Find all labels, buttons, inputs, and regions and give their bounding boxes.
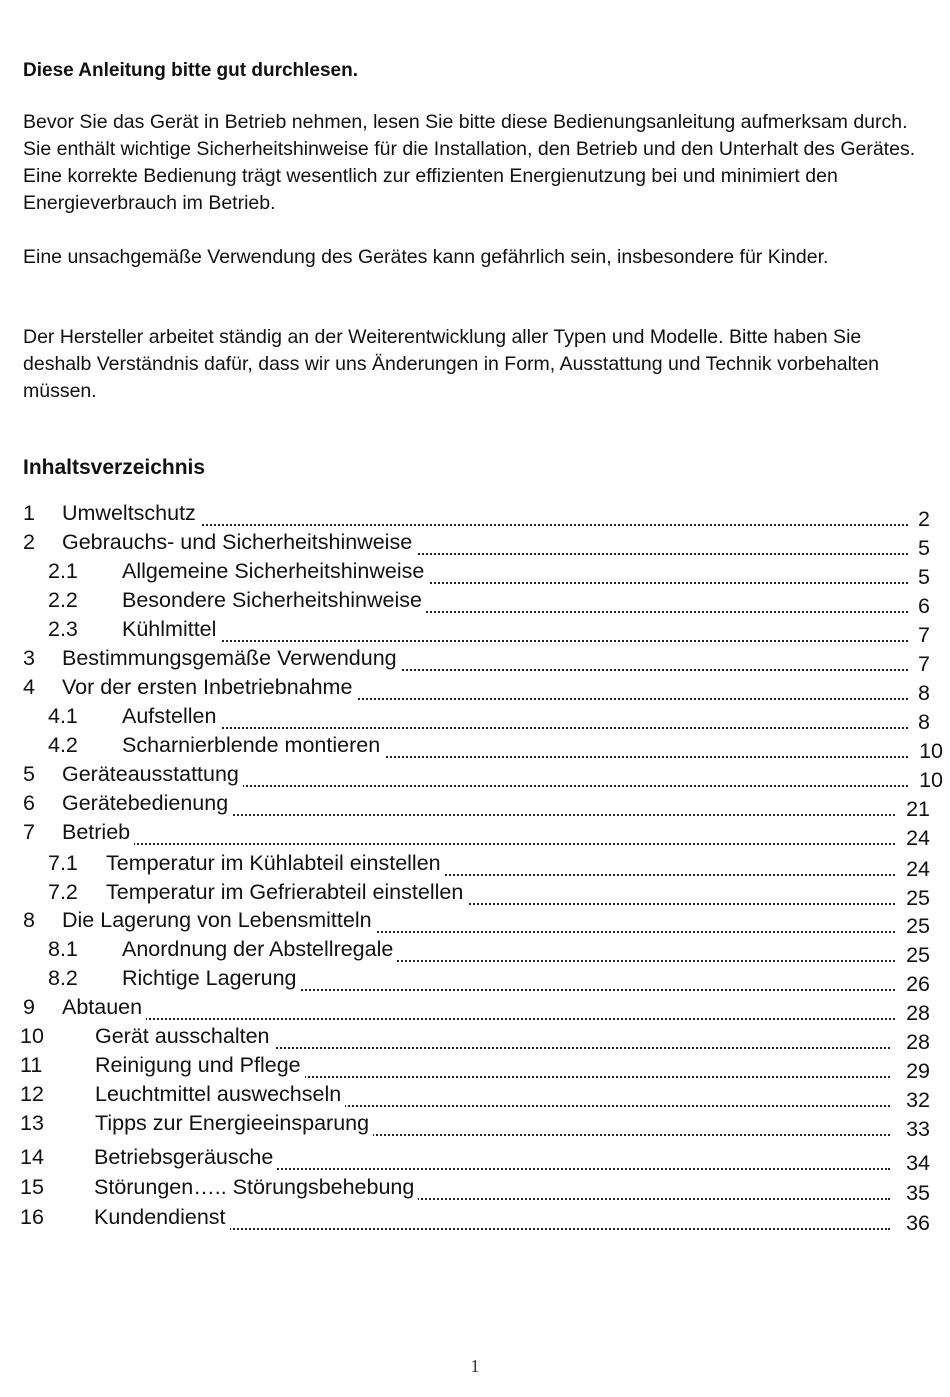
toc-entry [0, 1142, 950, 1175]
toc-entry-number: 10 [20, 1024, 44, 1048]
toc-entry [0, 585, 950, 618]
toc-entry-title: Gebrauchs- und Sicherheitshinweise [62, 527, 416, 557]
toc-entry-title: Die Lagerung von Lebensmitteln [62, 905, 376, 935]
toc-entry-number: 7.2 [48, 880, 78, 904]
toc-entry [0, 672, 950, 705]
toc-entry [0, 905, 950, 938]
toc-entry [0, 1202, 950, 1235]
toc-dot-leader [122, 709, 908, 729]
toc-entry-number: 14 [20, 1145, 44, 1169]
toc-entry-page: 25 [906, 943, 930, 967]
toc-entry-page: 8 [918, 710, 930, 734]
toc-entry-title: Gerätebedienung [62, 788, 232, 818]
toc-entry-title: Störungen….. Störungsbehebung [94, 1172, 418, 1202]
intro-paragraph-2: Eine unsachgemäße Verwendung des Gerätes kann gefährlich sein, insbesondere für Kinder. [23, 246, 829, 268]
toc-entry-number: 8 [23, 908, 35, 932]
toc-entry-page: 10 [919, 768, 943, 792]
toc-entry-page: 29 [906, 1059, 930, 1083]
toc-entry [0, 614, 950, 647]
toc-entry-title: Betrieb [62, 817, 134, 847]
toc-entry-number: 2.1 [48, 559, 78, 583]
toc-entry [0, 877, 950, 910]
toc-entry-title: Leuchtmittel auswechseln [95, 1079, 345, 1109]
toc-entry-page: 8 [918, 681, 930, 705]
toc-entry-title: Richtige Lagerung [122, 963, 301, 993]
toc-entry-title: Tipps zur Energieeinsparung [95, 1108, 373, 1138]
toc-entry [0, 527, 950, 560]
toc-entry-number: 4.1 [48, 704, 78, 728]
toc-entry-number: 2.2 [48, 588, 78, 612]
toc-entry [0, 992, 950, 1025]
toc-entry-title: Allgemeine Sicherheitshinweise [122, 556, 428, 586]
toc-entry-page: 24 [906, 857, 930, 881]
toc-entry [0, 963, 950, 996]
toc-entry-title: Reinigung und Pflege [95, 1050, 305, 1080]
toc-entry-page: 21 [906, 797, 930, 821]
toc-entry-title: Temperatur im Kühlabteil einstellen [106, 848, 445, 878]
toc-entry-number: 11 [20, 1053, 43, 1077]
toc-entry-number: 1 [23, 501, 35, 525]
toc-entry-title: Anordnung der Abstellregale [122, 934, 397, 964]
toc-entry-number: 4.2 [48, 733, 78, 757]
toc-entry [0, 1050, 950, 1083]
toc-entry-title: Kundendienst [94, 1202, 230, 1232]
toc-entry [0, 1108, 950, 1141]
toc-entry [0, 848, 950, 881]
toc-entry-page: 25 [906, 914, 930, 938]
toc-entry-page: 28 [906, 1030, 930, 1054]
toc-entry [0, 934, 950, 967]
toc-entry-page: 5 [918, 565, 930, 589]
toc-entry [0, 701, 950, 734]
toc-entry-number: 9 [23, 995, 35, 1019]
toc-entry-page: 28 [906, 1001, 930, 1025]
toc-entry-number: 7.1 [48, 851, 78, 875]
toc-entry [0, 643, 950, 676]
toc-entry-number: 8.2 [48, 966, 78, 990]
toc-entry-page: 33 [906, 1117, 930, 1141]
toc-entry-number: 15 [20, 1175, 44, 1199]
toc-entry-page: 36 [906, 1211, 930, 1235]
toc-entry-title: Abtauen [62, 992, 146, 1022]
toc-entry-title: Betriebsgeräusche [94, 1142, 277, 1172]
toc-entry-page: 7 [918, 652, 930, 676]
toc-entry-page: 26 [906, 972, 930, 996]
intro-paragraph-1: Bevor Sie das Gerät in Betrieb nehmen, lesen Sie bitte diese Bedienungsanleitung aufmerksam durch. Sie enthält wichtige Sicherheitshinweise für die Installation, den Betrieb und den Unterhalt des Gerätes. Eine korrekte Bedienung trägt wesentlich zur effizienten Energienutzung bei und minimiert den Energieverbrauch im Betrieb. [23, 111, 916, 214]
toc-entry-number: 12 [20, 1082, 44, 1106]
toc-entry-number: 4 [23, 675, 35, 699]
toc-entry-page: 7 [918, 623, 930, 647]
toc-dot-leader [62, 825, 895, 845]
toc-entry-page: 35 [906, 1181, 930, 1205]
toc-entry-number: 8.1 [48, 937, 78, 961]
toc-heading: Inhaltsverzeichnis [23, 456, 206, 479]
toc-entry-page: 24 [906, 826, 930, 850]
toc-entry-title: Temperatur im Gefrierabteil einstellen [106, 877, 467, 907]
toc-entry-number: 16 [20, 1205, 44, 1229]
toc-entry-page: 25 [906, 886, 930, 910]
toc-entry [0, 788, 950, 821]
toc-entry-title: Geräteausstattung [62, 759, 243, 789]
toc-entry-number: 7 [23, 820, 35, 844]
toc-entry-number: 3 [23, 646, 35, 670]
toc-entry-page: 34 [906, 1151, 930, 1175]
toc-entry [0, 1172, 950, 1205]
toc-entry-number: 5 [23, 762, 35, 786]
toc-entry [0, 759, 950, 792]
toc-entry [0, 498, 950, 531]
toc-entry-title: Scharnierblende montieren [122, 730, 384, 760]
toc-dot-leader [122, 622, 908, 642]
toc-entry-title: Gerät ausschalten [95, 1021, 274, 1051]
toc-entry-title: Besondere Sicherheitshinweise [122, 585, 426, 615]
toc-entry-page: 32 [906, 1088, 930, 1112]
toc-entry [0, 817, 950, 850]
toc-entry-title: Bestimmungsgemäße Verwendung [62, 643, 401, 673]
toc-entry-page: 10 [919, 739, 943, 763]
toc-entry-page: 6 [918, 594, 930, 618]
toc-entry [0, 1079, 950, 1112]
toc-entry-number: 13 [20, 1111, 44, 1135]
toc-entry-title: Aufstellen [122, 701, 220, 731]
toc-entry [0, 1021, 950, 1054]
toc-entry-title: Kühlmittel [122, 614, 220, 644]
toc-entry-title: Vor der ersten Inbetriebnahme [62, 672, 356, 702]
toc-entry [0, 556, 950, 589]
page-number: 1 [470, 1356, 480, 1376]
toc-dot-leader [62, 1000, 895, 1020]
toc-entry [0, 730, 950, 763]
intro-heading: Diese Anleitung bitte gut durchlesen. [23, 60, 358, 81]
toc-entry-number: 6 [23, 791, 35, 815]
toc-entry-page: 2 [918, 507, 930, 531]
intro-paragraph-3: Der Hersteller arbeitet ständig an der Weiterentwicklung aller Typen und Modelle. Bitte haben Sie deshalb Verständnis dafür, dass wir uns Änderungen in Form, Ausstattung und Technik vorbehalten müssen. [23, 326, 880, 402]
toc-entry-page: 5 [918, 536, 930, 560]
toc-entry-number: 2.3 [48, 617, 78, 641]
toc-entry-title: Umweltschutz [62, 498, 200, 528]
toc-entry-number: 2 [23, 530, 35, 554]
